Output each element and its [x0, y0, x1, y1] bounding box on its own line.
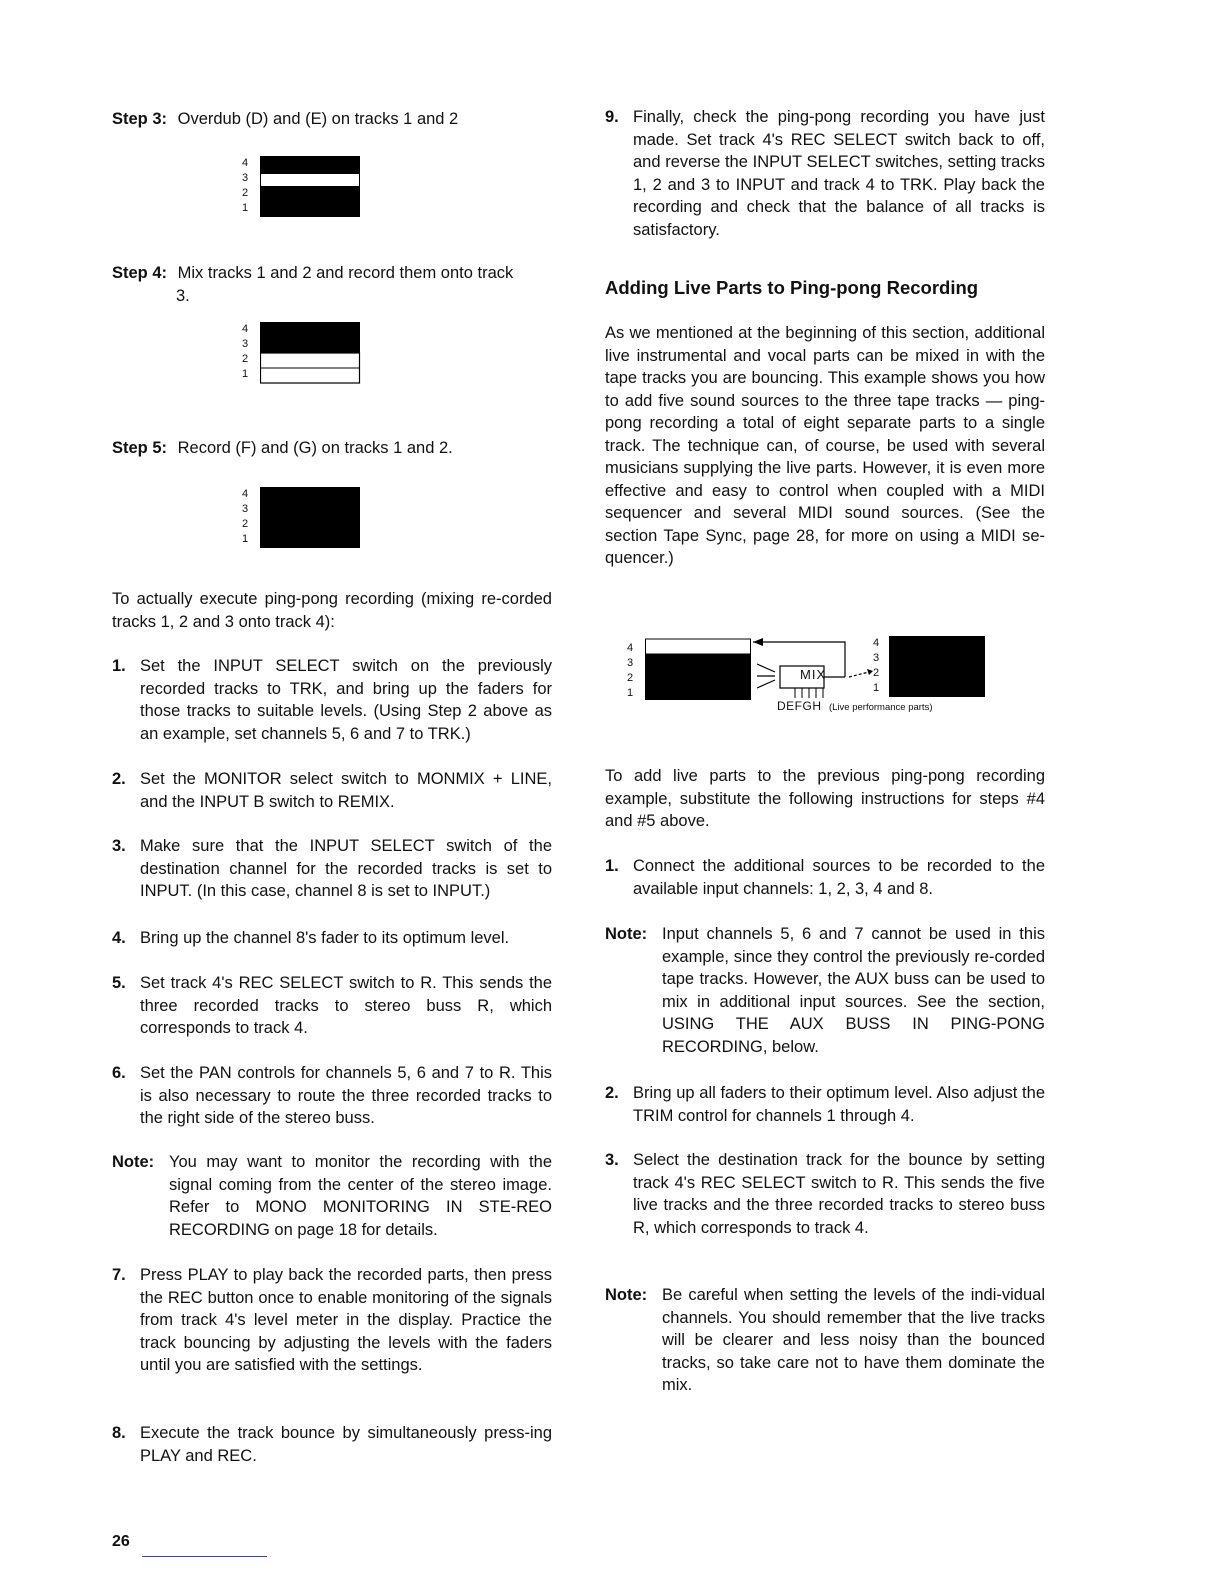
track-label-1: 1	[241, 533, 249, 545]
note-monitor	[112, 1151, 552, 1241]
step-3	[112, 108, 458, 131]
list-text: Select the destination track for the bounce by setting track 4's REC SELECT switch to R. This sends the five live tracks and the three recorded tracks to stereo buss R, which corresponds to track 4.	[633, 1151, 1045, 1237]
list-text: Bring up all faders to their optimum level. Also adjust the TRIM control for channels 1 through 4.	[633, 1084, 1045, 1125]
step-3-label: Step 3:	[112, 110, 168, 128]
list-item-1	[112, 655, 552, 745]
list-number: 2.	[605, 1084, 619, 1102]
track-label-4: 4	[241, 157, 249, 169]
track-label-2: 2	[872, 667, 880, 679]
list-text: Execute the track bounce by simultaneously press-ing PLAY and REC.	[140, 1424, 552, 1465]
list-item-9	[605, 106, 1045, 241]
substitute-paragraph: To add live parts to the previous ping-pong recording example, substitute the following instructions for steps #4 and #5 above.	[605, 767, 1045, 830]
list-number: 4.	[112, 929, 126, 947]
note-label: Note:	[605, 925, 648, 943]
list-text: Set the MONITOR select switch to MONMIX + LINE, and the INPUT B switch to REMIX.	[140, 770, 552, 811]
live-parts-diagram	[625, 636, 995, 732]
step-4-label: Step 4:	[112, 264, 168, 282]
live-letters: DEFGH	[777, 699, 822, 713]
step-5	[112, 437, 453, 460]
track-bars	[260, 487, 362, 549]
note-text: Be careful when setting the levels of the indi-vidual channels. You should remember that the live tracks will be clearer and less noisy than the bounced tracks, so take care not to have them dominate the mix.	[662, 1286, 1045, 1394]
list-text: Set the INPUT SELECT switch on the previously recorded tracks to TRK, and bring up the faders for those tracks to suitable levels. (Using Step 2 above as an example, set channels 5, 6 and 7 to TRK.)	[140, 657, 552, 743]
track-label-1: 1	[241, 368, 249, 380]
list-item-4	[112, 927, 552, 950]
live-list-item-3	[605, 1149, 1045, 1239]
track-label-3: 3	[241, 172, 249, 184]
list-number: 7.	[112, 1266, 126, 1284]
list-number: 6.	[112, 1064, 126, 1082]
list-number: 1.	[112, 657, 126, 675]
list-number: 8.	[112, 1424, 126, 1442]
step-5-label: Step 5:	[112, 439, 168, 457]
list-item-2	[112, 768, 552, 813]
step-4	[112, 262, 552, 307]
track-label-1: 1	[241, 202, 249, 214]
list-text: Press PLAY to play back the recorded parts, then press the REC button once to enable monitoring of the signals from track 4's level meter in the display. Practice the track bouncing by adjusting the levels with the faders until you are satisfied with the settings.	[140, 1266, 552, 1374]
list-number: 3.	[605, 1151, 619, 1169]
list-text: Make sure that the INPUT SELECT switch of the destination channel for the recorded tracks is set to INPUT. (In this case, channel 8 is set to INPUT.)	[140, 837, 552, 900]
track-label-2: 2	[241, 187, 249, 199]
section-heading: Adding Live Parts to Ping-pong Recording	[605, 277, 979, 298]
live-list-item-1	[605, 855, 1045, 900]
page-number: 26	[112, 1533, 130, 1550]
track-label-1: 1	[626, 687, 634, 699]
live-list-item-2	[605, 1082, 1045, 1127]
track-bars	[260, 322, 362, 384]
note-text: You may want to monitor the recording with the signal coming from the center of the stereo image. Refer to MONO MONITORING IN STE-REO RECORDING on page 18 for details.	[169, 1153, 552, 1239]
list-text: Set track 4's REC SELECT switch to R. This sends the three recorded tracks to stereo buss R, which corresponds to track 4.	[140, 974, 552, 1037]
track-label-3: 3	[241, 338, 249, 350]
list-item-8	[112, 1422, 552, 1467]
track-label-4: 4	[241, 323, 249, 335]
track-label-4: 4	[872, 637, 880, 649]
list-number: 2.	[112, 770, 126, 788]
note-label: Note:	[605, 1286, 648, 1304]
note-text: Input channels 5, 6 and 7 cannot be used in this example, since they control the previously re-corded tape tracks. However, the AUX buss can be used to mix in additional input sources. See the section, USING THE AUX BUSS IN PING-PONG RECORDING, below.	[662, 925, 1045, 1056]
list-text: Finally, check the ping-pong recording you have just made. Set track 4's REC SELECT switch back to off, and reverse the INPUT SELECT switches, setting tracks 1, 2 and 3 to INPUT and track 4 to TRK. Play back the recording and check that the balance of all tracks is satisfactory.	[633, 108, 1045, 239]
list-item-6	[112, 1062, 552, 1130]
list-item-5	[112, 972, 552, 1040]
list-item-7	[112, 1264, 552, 1377]
section-intro: As we mentioned at the beginning of this section, additional live instrumental and vocal parts can be mixed in with the tape tracks you are bouncing. This example shows you how to add five sound sources to the three tape tracks — ping-pong recording a total of eight separate parts to a single track. The technique can, of course, be used with several musicians supplying the live parts. However, it is even more effective and easy to control when coupled with a MIDI sequencer and several MIDI sound sources. (See the section Tape Sync, page 28, for more on using a MIDI se-quencer.)	[605, 324, 1045, 567]
track-label-2: 2	[626, 672, 634, 684]
list-text: Set the PAN controls for channels 5, 6 and 7 to R. This is also necessary to route the three recorded tracks to the right side of the stereo buss.	[140, 1064, 552, 1127]
track-label-2: 2	[241, 518, 249, 530]
track-label-1: 1	[872, 682, 880, 694]
mix-label: MIX	[800, 667, 827, 682]
track-label-3: 3	[241, 503, 249, 515]
step-4-text-2: 3.	[176, 286, 190, 305]
track-label-4: 4	[241, 488, 249, 500]
step-5-text: Record (F) and (G) on tracks 1 and 2.	[177, 439, 453, 457]
note-input-channels	[605, 923, 1045, 1058]
list-number: 3.	[112, 837, 126, 855]
track-label-4: 4	[626, 642, 634, 654]
note-levels	[605, 1284, 1045, 1397]
note-label: Note:	[112, 1153, 155, 1171]
footer-rule	[142, 1556, 267, 1557]
list-number: 5.	[112, 974, 126, 992]
track-label-2: 2	[241, 353, 249, 365]
list-number: 9.	[605, 108, 619, 126]
intro-paragraph: To actually execute ping-pong recording (mixing re-corded tracks 1, 2 and 3 onto track 4):	[112, 590, 552, 631]
track-label-3: 3	[626, 657, 634, 669]
step-3-text: Overdub (D) and (E) on tracks 1 and 2	[177, 110, 459, 128]
track-label-3: 3	[872, 652, 880, 664]
live-caption: (Live performance parts)	[829, 702, 933, 713]
step-4-text: Mix tracks 1 and 2 and record them onto track	[177, 264, 514, 282]
list-text: Bring up the channel 8's fader to its optimum level.	[140, 929, 510, 947]
list-text: Connect the additional sources to be recorded to the available input channels: 1, 2, 3, 4 and 8.	[633, 857, 1045, 898]
track-bars	[260, 156, 362, 218]
list-number: 1.	[605, 857, 619, 875]
list-item-3	[112, 835, 552, 903]
